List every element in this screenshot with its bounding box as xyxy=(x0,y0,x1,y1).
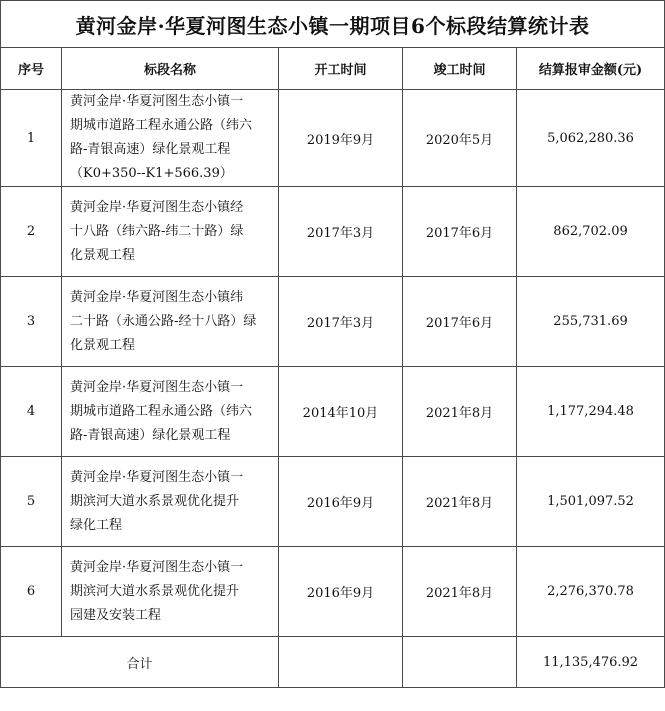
total-amount: 11,135,476.92 xyxy=(517,637,665,688)
row-name-line: 黄河金岸·华夏河图生态小镇纬 xyxy=(70,289,244,305)
row-seq: 4 xyxy=(1,367,62,457)
row-start: 2017年3月 xyxy=(279,187,403,277)
row-amount: 862,702.09 xyxy=(517,187,665,277)
row-name-line: 路-青银高速）绿化景观工程 xyxy=(70,427,231,443)
row-start: 2017年3月 xyxy=(279,277,403,367)
row-name-line: 二十路（永通公路-经十八路）绿 xyxy=(70,313,257,329)
row-seq: 6 xyxy=(1,547,62,637)
header-amount: 结算报审金额(元) xyxy=(517,48,665,90)
row-end: 2021年8月 xyxy=(403,547,517,637)
row-name-line: 黄河金岸·华夏河图生态小镇一 xyxy=(70,379,244,395)
header-seq: 序号 xyxy=(1,48,62,90)
total-empty-start xyxy=(279,637,403,688)
row-name-line: 黄河金岸·华夏河图生态小镇经 xyxy=(70,199,244,215)
row-name xyxy=(62,457,279,547)
table-title: 黄河金岸·华夏河图生态小镇一期项目6个标段结算统计表 xyxy=(1,1,665,48)
row-start: 2016年9月 xyxy=(279,547,403,637)
row-name-line: 期滨河大道水系景观优化提升 xyxy=(70,493,240,509)
header-start: 开工时间 xyxy=(279,48,403,90)
row-end: 2017年6月 xyxy=(403,277,517,367)
title-row xyxy=(1,1,665,48)
row-name-line: 黄河金岸·华夏河图生态小镇一 xyxy=(70,559,244,575)
table-row xyxy=(1,457,665,547)
row-name xyxy=(62,187,279,277)
row-seq: 2 xyxy=(1,187,62,277)
row-name-line: 期城市道路工程永通公路（纬六 xyxy=(70,118,253,133)
total-empty-end xyxy=(403,637,517,688)
row-name xyxy=(62,90,279,187)
row-amount: 2,276,370.78 xyxy=(517,547,665,637)
row-name-line: 黄河金岸·华夏河图生态小镇一 xyxy=(70,469,244,485)
row-start: 2014年10月 xyxy=(279,367,403,457)
row-end: 2021年8月 xyxy=(403,457,517,547)
table-row xyxy=(1,187,665,277)
table-row xyxy=(1,90,665,187)
row-name-line: 绿化工程 xyxy=(70,517,123,533)
table-row xyxy=(1,367,665,457)
total-row xyxy=(1,637,665,688)
row-name-line: 园建及安装工程 xyxy=(70,607,162,623)
header-end: 竣工时间 xyxy=(403,48,517,90)
table-row xyxy=(1,277,665,367)
row-name xyxy=(62,547,279,637)
row-name-line: 黄河金岸·华夏河图生态小镇一 xyxy=(70,94,244,109)
row-seq: 1 xyxy=(1,90,62,187)
row-start: 2019年9月 xyxy=(279,90,403,187)
row-end: 2020年5月 xyxy=(403,90,517,187)
row-name-line: 路-青银高速）绿化景观工程 xyxy=(70,142,231,157)
row-start: 2016年9月 xyxy=(279,457,403,547)
row-end: 2021年8月 xyxy=(403,367,517,457)
row-name xyxy=(62,367,279,457)
row-name-line: 化景观工程 xyxy=(70,247,136,263)
row-seq: 5 xyxy=(1,457,62,547)
row-name-line: 化景观工程 xyxy=(70,337,136,353)
row-name-line: 十八路（纬六路-纬二十路）绿 xyxy=(70,223,244,239)
row-name-line: （K0+350--K1+566.39） xyxy=(70,166,233,181)
row-name-line: 期城市道路工程永通公路（纬六 xyxy=(70,403,253,419)
row-amount: 1,177,294.48 xyxy=(517,367,665,457)
header-name: 标段名称 xyxy=(62,48,279,90)
row-amount: 1,501,097.52 xyxy=(517,457,665,547)
header-row xyxy=(1,48,665,90)
row-seq: 3 xyxy=(1,277,62,367)
row-end: 2017年6月 xyxy=(403,187,517,277)
row-amount: 5,062,280.36 xyxy=(517,90,665,187)
row-amount: 255,731.69 xyxy=(517,277,665,367)
row-name-line: 期滨河大道水系景观优化提升 xyxy=(70,583,240,599)
table-row xyxy=(1,547,665,637)
row-name xyxy=(62,277,279,367)
total-label: 合计 xyxy=(1,637,279,688)
